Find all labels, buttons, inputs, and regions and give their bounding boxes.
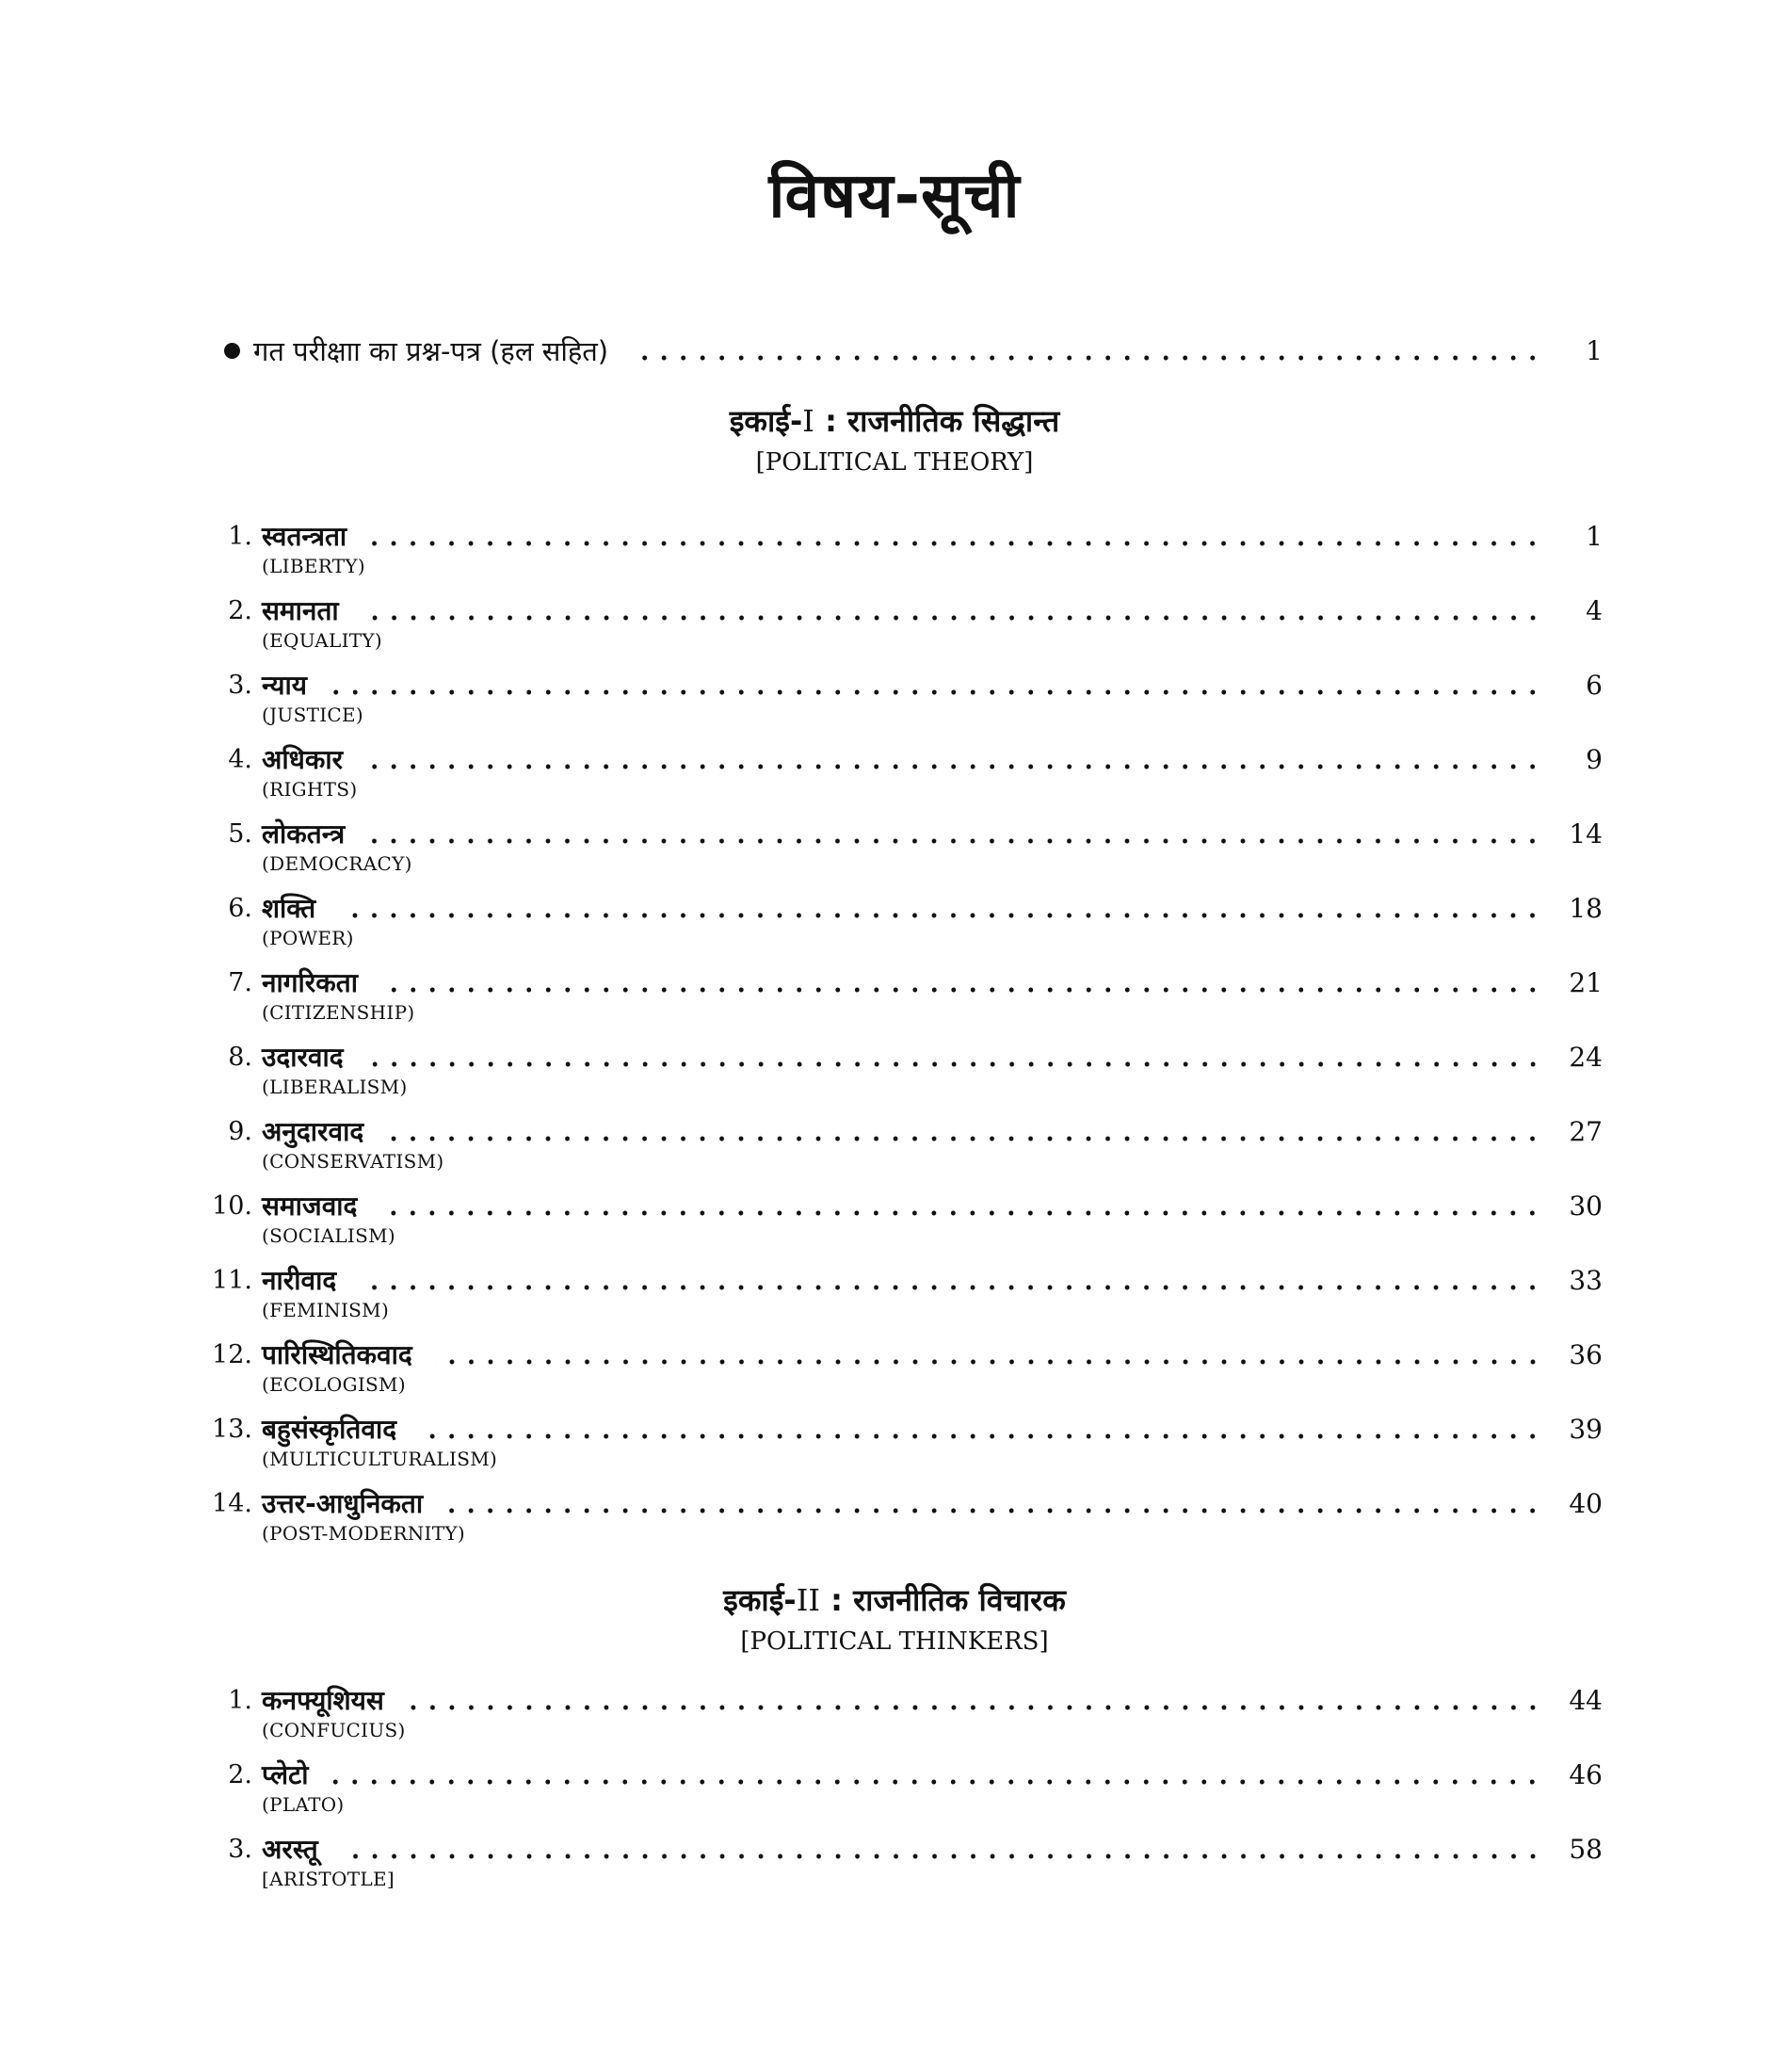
dot-leader <box>330 1777 1542 1787</box>
toc-entry-page: 39 <box>1569 1413 1603 1445</box>
toc-entry-number: 2. <box>228 595 252 625</box>
dot-leader <box>380 985 1542 995</box>
previous-paper-entry[interactable] <box>224 330 1603 371</box>
toc-entry-title: अरस्तू <box>262 1834 318 1865</box>
toc-entry[interactable] <box>198 1681 1603 1749</box>
unit-1-subheading: [POLITICAL THEORY] <box>755 448 1034 477</box>
toc-entry-line <box>198 1187 1603 1224</box>
toc-entry-number: 3. <box>228 1834 252 1864</box>
toc-entry-english-title: (FEMINISM) <box>262 1299 390 1321</box>
toc-entry-line <box>198 963 1603 1001</box>
toc-entry-page: 18 <box>1569 892 1603 924</box>
unit-2-heading <box>0 1579 1789 1620</box>
toc-entry-number: 9. <box>228 1116 252 1146</box>
toc-entry[interactable] <box>198 1756 1603 1823</box>
toc-entry-title: न्याय <box>262 670 307 701</box>
toc-entry-line <box>198 517 1603 555</box>
toc-entry-line <box>198 1112 1603 1150</box>
unit-1-heading-suffix: : राजनीतिक सिद्धान्त <box>814 403 1060 439</box>
toc-entry[interactable] <box>198 889 1603 957</box>
toc-entry-page: 4 <box>1586 594 1603 626</box>
toc-entry-title: समानता <box>262 595 339 626</box>
unit-2-heading-roman: II <box>796 1582 820 1618</box>
toc-entry-page: 30 <box>1569 1190 1603 1222</box>
toc-entry-line <box>198 1830 1603 1868</box>
toc-entry-number: 2. <box>228 1759 252 1789</box>
toc-entry[interactable] <box>198 517 1603 585</box>
toc-entry-title: उदारवाद <box>262 1042 344 1073</box>
toc-entry-english-title: (LIBERALISM) <box>262 1076 408 1098</box>
toc-entry[interactable] <box>198 1410 1603 1478</box>
toc-entry-number: 10. <box>212 1190 252 1221</box>
toc-entry-page: 46 <box>1569 1758 1603 1790</box>
toc-entry-number: 5. <box>228 818 252 849</box>
toc-entry-line <box>198 1756 1603 1793</box>
toc-entry-title: अधिकार <box>262 744 344 775</box>
dot-leader <box>362 613 1542 623</box>
toc-entry-english-title: (ECOLOGISM) <box>262 1373 406 1396</box>
toc-entry-title: शक्ति <box>262 893 316 924</box>
toc-entry-english-title: (EQUALITY) <box>262 629 383 652</box>
toc-entry-english-title: (CONFUCIUS) <box>262 1719 406 1741</box>
dot-leader <box>435 1357 1542 1367</box>
toc-entry-line <box>198 740 1603 778</box>
unit-2-subheading: [POLITICAL THINKERS] <box>740 1627 1049 1656</box>
toc-entry-title: लोकतन्त्र <box>262 818 346 850</box>
toc-entry-number: 1. <box>228 1685 252 1715</box>
toc-entry-number: 8. <box>228 1042 252 1072</box>
toc-entry-title: नारीवाद <box>262 1265 337 1296</box>
toc-entry-line <box>198 1484 1603 1522</box>
toc-entry-line <box>198 666 1603 704</box>
dot-leader <box>341 1852 1542 1861</box>
toc-entry-english-title: [ARISTOTLE] <box>262 1868 395 1890</box>
toc-entry[interactable] <box>198 963 1603 1031</box>
toc-entry-page: 33 <box>1569 1264 1603 1296</box>
toc-entry-page: 58 <box>1569 1833 1603 1865</box>
dot-leader <box>365 762 1542 771</box>
toc-entry-title: अनुदारवाद <box>262 1116 364 1147</box>
toc-entry[interactable] <box>198 1335 1603 1403</box>
toc-entry[interactable] <box>198 666 1603 734</box>
toc-entry[interactable] <box>198 1187 1603 1255</box>
toc-entry-title: प्लेटो <box>262 1759 309 1790</box>
unit-2-heading-suffix: : राजनीतिक विचारक <box>820 1582 1066 1618</box>
toc-entry-english-title: (SOCIALISM) <box>262 1224 396 1247</box>
toc-entry-number: 11. <box>212 1265 252 1295</box>
toc-entry-line <box>198 1038 1603 1076</box>
toc-entry[interactable] <box>198 1830 1603 1898</box>
toc-entry-title: उत्तर-आधुनिकता <box>262 1488 424 1519</box>
previous-paper-title: गत परीक्षाा का प्रश्न-पत्र (हल सहित) <box>253 334 609 367</box>
toc-entry-title: पारिस्थितिकवाद <box>262 1339 412 1370</box>
toc-entry-title: नागरिकता <box>262 967 358 998</box>
dot-leader <box>407 1703 1542 1712</box>
toc-entry-english-title: (CONSERVATISM) <box>262 1150 444 1173</box>
toc-entry-number: 6. <box>228 893 252 923</box>
toc-entry-page: 14 <box>1569 817 1603 850</box>
toc-entry-page: 24 <box>1569 1041 1603 1073</box>
previous-paper-page: 1 <box>1586 334 1603 366</box>
toc-entry-title: समाजवाद <box>262 1190 358 1222</box>
toc-entry-number: 4. <box>228 744 252 774</box>
toc-entry-page: 44 <box>1569 1684 1603 1716</box>
unit-1-heading-prefix: इकाई- <box>729 403 803 439</box>
toc-entry-line <box>198 889 1603 927</box>
dot-leader <box>366 1060 1542 1069</box>
toc-entry-title: बहुसंस्कृतिवाद <box>262 1414 397 1445</box>
toc-entry-english-title: (PLATO) <box>262 1793 345 1816</box>
toc-entry[interactable] <box>198 1261 1603 1329</box>
dot-leader <box>445 1506 1542 1515</box>
page-title: विषय-सूची <box>768 159 1021 232</box>
dot-leader <box>419 1432 1542 1441</box>
dot-leader <box>367 836 1542 846</box>
toc-entry-page: 27 <box>1569 1115 1603 1147</box>
toc-entry-page: 21 <box>1569 966 1603 998</box>
toc-entry-number: 13. <box>212 1414 252 1444</box>
toc-entry-number: 14. <box>212 1488 252 1518</box>
dot-leader <box>386 1134 1542 1143</box>
toc-entry-english-title: (LIBERTY) <box>262 555 366 577</box>
unit-1-heading <box>0 400 1789 441</box>
toc-entry-english-title: (POWER) <box>262 927 354 949</box>
dot-leader <box>330 688 1542 697</box>
toc-entry-page: 36 <box>1569 1338 1603 1370</box>
dot-leader <box>369 539 1542 548</box>
toc-entry-line <box>198 1410 1603 1448</box>
toc-entry[interactable] <box>198 1112 1603 1180</box>
toc-entry-english-title: (MULTICULTURALISM) <box>262 1448 498 1470</box>
toc-entry-english-title: (DEMOCRACY) <box>262 852 412 875</box>
toc-entry-line <box>198 591 1603 629</box>
toc-entry-number: 7. <box>228 967 252 997</box>
toc-entry[interactable] <box>198 815 1603 882</box>
toc-entry-line <box>198 1261 1603 1299</box>
toc-entry[interactable] <box>198 1038 1603 1106</box>
toc-entry-title: कनफ्यूशियस <box>262 1685 384 1716</box>
toc-entry-english-title: (POST-MODERNITY) <box>262 1522 465 1545</box>
toc-entry-number: 3. <box>228 670 252 700</box>
toc-entry-line <box>198 1681 1603 1719</box>
dot-leader <box>338 911 1542 920</box>
toc-entry-english-title: (RIGHTS) <box>262 778 358 801</box>
toc-entry-page: 40 <box>1569 1487 1603 1519</box>
toc-entry[interactable] <box>198 591 1603 659</box>
bullet-icon <box>224 343 240 359</box>
toc-entry-english-title: (JUSTICE) <box>262 704 364 726</box>
unit-2-heading-prefix: इकाई- <box>723 1582 797 1618</box>
toc-entry[interactable] <box>198 1484 1603 1552</box>
toc-entry-number: 1. <box>228 521 252 551</box>
dot-leader <box>359 1283 1542 1292</box>
dot-leader <box>379 1208 1542 1218</box>
toc-entry-title: स्वतन्त्रता <box>262 521 347 552</box>
toc-entry-line <box>198 1335 1603 1373</box>
dot-leader <box>631 353 1542 363</box>
toc-entry-number: 12. <box>212 1339 252 1369</box>
toc-entry-page: 1 <box>1586 520 1603 552</box>
toc-entry-english-title: (CITIZENSHIP) <box>262 1001 415 1024</box>
toc-entry[interactable] <box>198 740 1603 808</box>
unit-1-heading-roman: I <box>802 403 814 439</box>
toc-entry-page: 6 <box>1586 669 1603 701</box>
toc-entry-page: 9 <box>1586 743 1603 775</box>
toc-entry-line <box>198 815 1603 852</box>
